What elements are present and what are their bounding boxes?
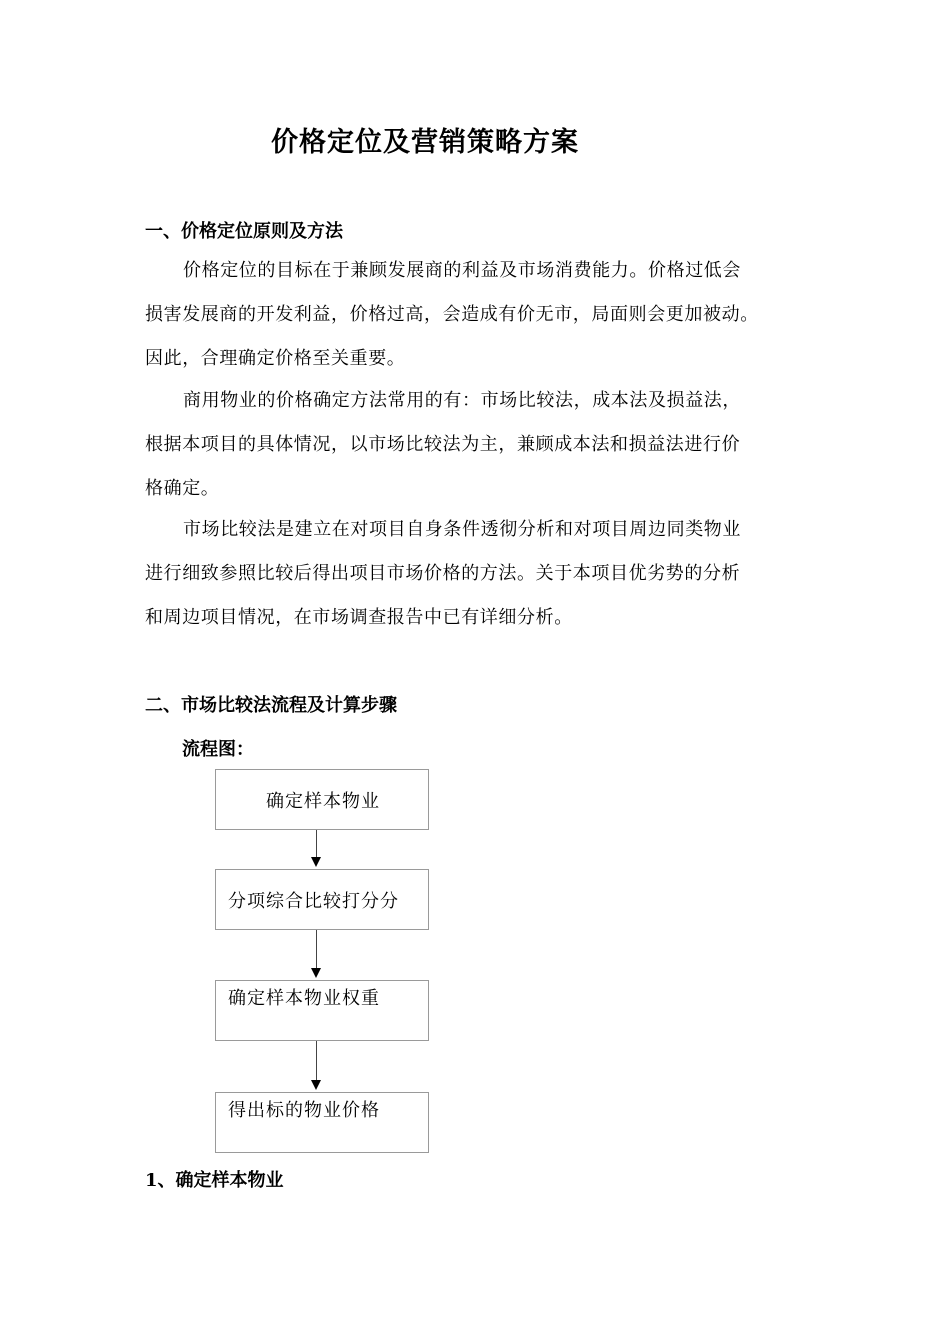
paragraph-pricing-goal [145,249,815,381]
flowchart-connector [316,1041,317,1080]
flowchart-step-3: 确定样本物业权重 [215,980,429,1041]
paragraph-line: 损害发展商的开发利益，价格过高，会造成有价无市，局面则会更加被动。 [145,304,759,325]
subsection-heading-sample-property: 1、确定样本物业 [145,1170,284,1191]
paragraph-line: 因此，合理确定价格至关重要。 [145,348,406,369]
paragraph-line: 根据本项目的具体情况，以市场比较法为主，兼顾成本法和损益法进行价 [145,434,741,455]
flowchart-connector [316,930,317,969]
document-title: 价格定位及营销策略方案 [271,127,579,158]
flowchart-step-2: 分项综合比较打分分 [215,869,429,930]
flowchart-step-4: 得出标的物业价格 [215,1092,429,1153]
paragraph-line: 市场比较法是建立在对项目自身条件透彻分析和对项目周边同类物业 [183,519,741,540]
paragraph-pricing-methods [145,379,815,511]
arrow-down-icon [311,968,321,978]
section-heading-market-comparison-flow: 二、市场比较法流程及计算步骤 [145,695,397,716]
arrow-down-icon [311,857,321,867]
flowchart-connector [316,830,317,858]
paragraph-line: 进行细致参照比较后得出项目市场价格的方法。关于本项目优劣势的分析 [145,563,741,584]
paragraph-market-comparison [145,508,815,640]
paragraph-line: 格确定。 [145,478,220,499]
flowchart-step-1: 确定样本物业 [215,769,429,830]
paragraph-line: 价格定位的目标在于兼顾发展商的利益及市场消费能力。价格过低会 [183,260,741,281]
paragraph-line: 商用物业的价格确定方法常用的有：市场比较法，成本法及损益法， [183,390,741,411]
flowchart-label: 流程图： [182,739,254,760]
arrow-down-icon [311,1080,321,1090]
paragraph-line: 和周边项目情况，在市场调查报告中已有详细分析。 [145,607,573,628]
section-heading-pricing-principles: 一、价格定位原则及方法 [145,221,343,242]
